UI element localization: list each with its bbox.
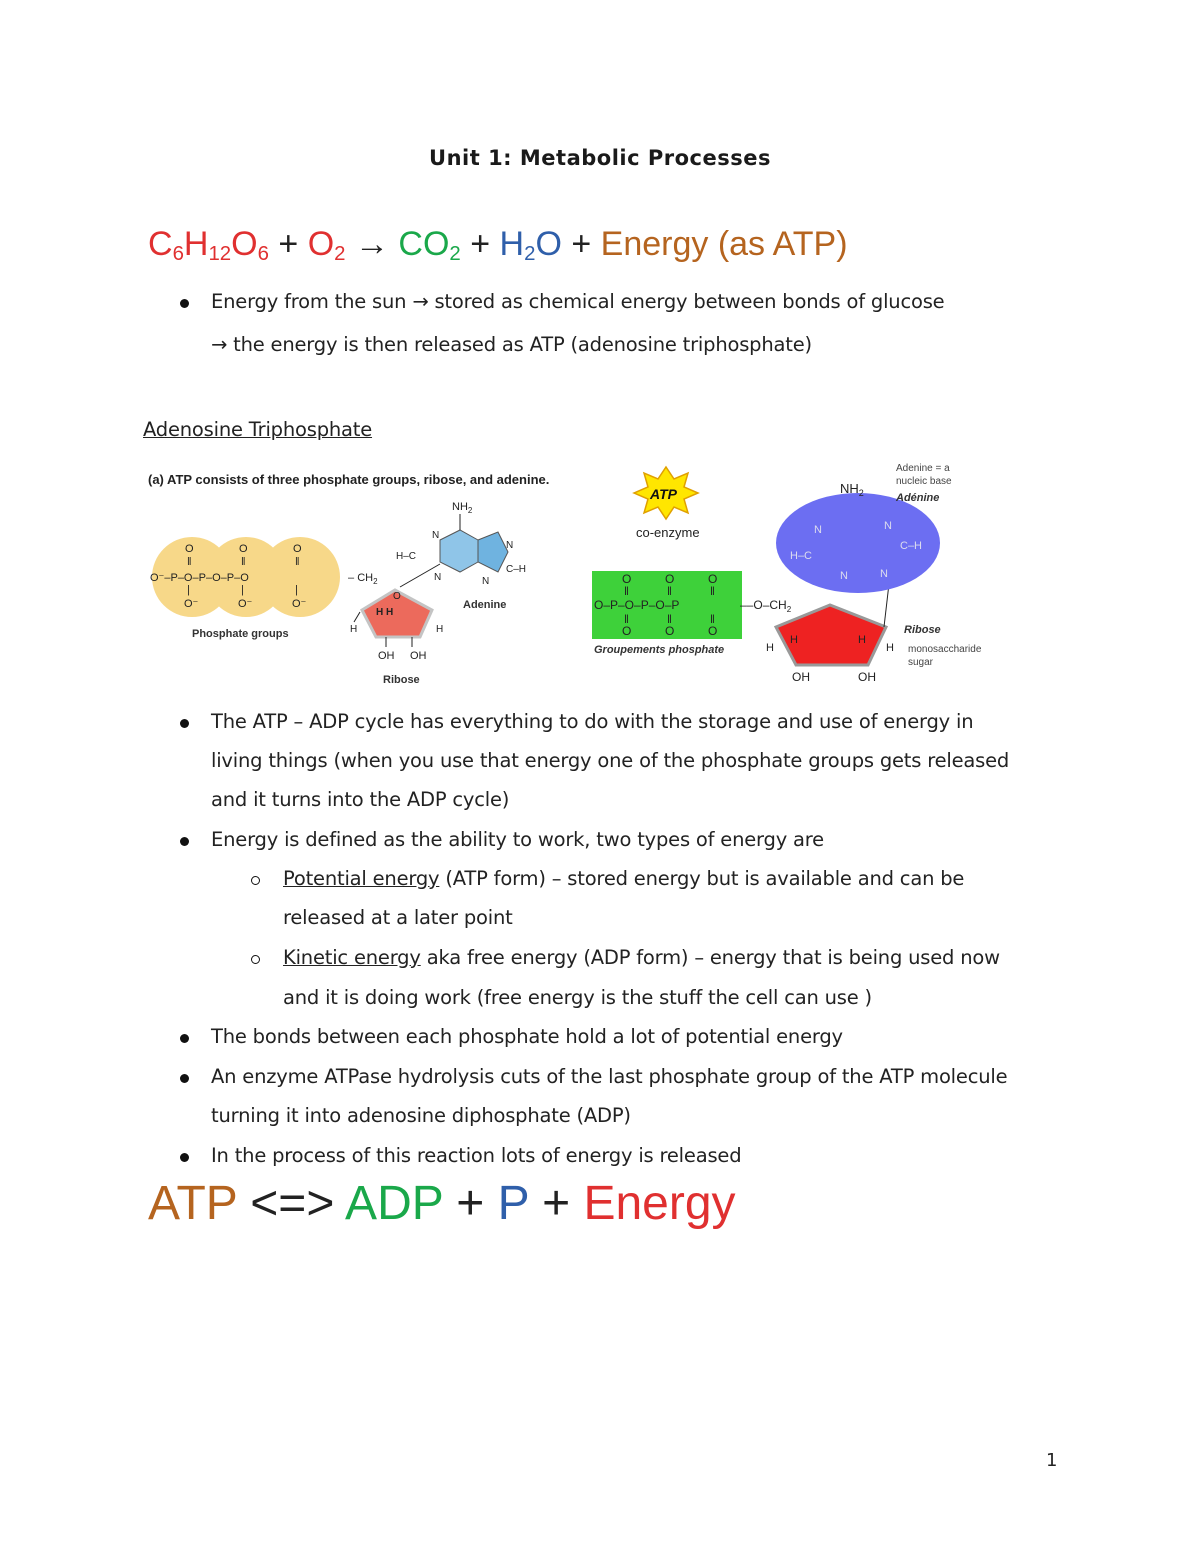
svg-text:nucleic base: nucleic base (896, 476, 952, 487)
bullet-text: Energy is defined as the ability to work, two types of energy are (211, 828, 824, 851)
svg-text:H H: H H (376, 607, 394, 618)
svg-text:O⁻–P–O–P–O–P–O: O⁻–P–O–P–O–P–O (150, 572, 249, 584)
phosphate-term: P (497, 1177, 529, 1230)
bullet-dot (180, 837, 189, 846)
atp-structure-diagram-left (140, 462, 610, 692)
svg-text:H–C: H–C (396, 551, 417, 562)
adenine-ring (440, 530, 478, 572)
svg-text:C–H: C–H (900, 540, 923, 552)
svg-text:O: O (665, 624, 675, 638)
ribose-label: Ribose (383, 674, 420, 686)
bullet-text: turning it into adenosine diphosphate (ADP) (211, 1104, 631, 1127)
svg-text:Adenine = a: Adenine = a (896, 463, 950, 474)
svg-text:NH2: $NH_2$ (840, 481, 864, 498)
bullet-text: In the process of this reaction lots of energy is released (211, 1144, 742, 1167)
section-heading: Adenosine Triphosphate (143, 418, 373, 441)
page-title: Unit 1: Metabolic Processes (429, 146, 771, 170)
plus-sign: + (278, 225, 299, 263)
svg-text:OH: OH (410, 650, 427, 662)
svg-text:O: O (239, 543, 248, 555)
bullet-dot (180, 1034, 189, 1043)
svg-text:sugar: sugar (908, 657, 934, 668)
svg-text:H–C: H–C (790, 550, 813, 562)
adp-term: ADP (345, 1177, 443, 1230)
svg-text:H: H (766, 642, 774, 654)
sub-bullet-circle (251, 955, 260, 964)
svg-text:O⁻: O⁻ (292, 598, 307, 610)
svg-text:– CH2: – $CH_2$ (348, 572, 378, 586)
svg-text:O: O (293, 543, 302, 555)
plus-sign: + (456, 1177, 485, 1230)
svg-text:‖: ‖ (187, 556, 192, 568)
bullet-text: The bonds between each phosphate hold a lot of potential energy (211, 1025, 843, 1048)
svg-text:ATP: ATP (650, 486, 677, 502)
svg-text:N: N (432, 530, 440, 541)
svg-text:N: N (814, 524, 822, 536)
svg-text:OH: OH (792, 670, 810, 684)
sub-bullet-text: and it is doing work (free energy is the stuff the cell can use ) (283, 986, 872, 1009)
svg-text:H: H (886, 642, 894, 654)
svg-text:––O–CH2: $--O-CH_2$ (740, 598, 792, 614)
energy-atp-text: Energy (as ATP) (600, 225, 848, 263)
svg-text:O: O (708, 572, 718, 586)
energy-term: Energy (583, 1177, 736, 1230)
svg-text:O: O (622, 572, 632, 586)
glucose-formula: $C_6H_{12}O_6$ (148, 225, 269, 266)
groupements-label: Groupements phosphate (594, 644, 725, 656)
coenzyme-label: co-enzyme (636, 525, 700, 540)
svg-text:‖: ‖ (624, 612, 629, 626)
svg-text:N: N (880, 568, 888, 580)
atp-term: ATP (148, 1177, 237, 1230)
bullet-dot (180, 719, 189, 728)
page-number: 1 (1046, 1450, 1058, 1471)
bullet-dot (180, 1153, 189, 1162)
bullet-text: The ATP – ADP cycle has everything to do with the storage and use of energy in (211, 710, 974, 733)
svg-text:|: | (295, 584, 298, 596)
svg-text:N: N (506, 540, 514, 551)
svg-text:|: | (241, 584, 244, 596)
sub-bullet-text: Kinetic energy aka free energy (ADP form) – energy that is being used now (283, 946, 1000, 969)
atp-adp-equation (148, 1176, 736, 1232)
bullet-text: → the energy is then released as ATP (adenosine triphosphate) (211, 333, 812, 356)
adenine-ring (478, 532, 508, 572)
plus-sign: + (571, 225, 592, 263)
adenine-label: Adenine (463, 599, 507, 611)
ribose-label: Ribose (904, 624, 941, 636)
svg-text:N: N (840, 570, 848, 582)
svg-text:N: N (482, 576, 490, 587)
equilibrium-arrow: <=> (250, 1177, 335, 1230)
figure-caption: (a) ATP consists of three phosphate groups, ribose, and adenine. (148, 472, 550, 487)
oxygen-formula: $O_2$ (307, 225, 346, 266)
svg-text:‖: ‖ (295, 556, 300, 568)
svg-text:N: N (884, 520, 892, 532)
svg-text:H: H (790, 634, 798, 646)
sub-bullet-text: Potential energy (ATP form) – stored energy but is available and can be (283, 867, 965, 890)
svg-text:monosaccharide: monosaccharide (908, 644, 982, 655)
phosphate-groups-label: Phosphate groups (192, 628, 289, 640)
svg-text:‖: ‖ (710, 612, 715, 626)
co2-formula: $CO_2$ (398, 225, 461, 266)
atp-structure-diagram-right (590, 455, 1010, 695)
svg-text:O: O (665, 572, 675, 586)
svg-text:O–P–O–P–O–P: O–P–O–P–O–P (594, 598, 680, 612)
svg-text:NH2: $NH_2$ (452, 501, 473, 515)
svg-text:C–H: C–H (506, 564, 527, 575)
sub-bullet-text: released at a later point (283, 906, 513, 929)
bullet-text: and it turns into the ADP cycle) (211, 788, 510, 811)
reaction-arrow: → (354, 225, 389, 263)
plus-sign: + (470, 225, 491, 263)
svg-text:O⁻: O⁻ (184, 598, 199, 610)
svg-text:OH: OH (378, 650, 395, 662)
svg-text:‖: ‖ (624, 584, 629, 598)
bullet-text: living things (when you use that energy one of the phosphate groups gets released (211, 749, 1010, 772)
svg-text:H: H (858, 634, 866, 646)
water-formula: $H_2O$ (499, 225, 562, 266)
bullet-text: Energy from the sun → stored as chemical energy between bonds of glucose (211, 290, 945, 313)
adenine-label: Adénine (896, 492, 940, 504)
svg-text:N: N (434, 572, 442, 583)
plus-sign: + (542, 1177, 571, 1230)
svg-text:‖: ‖ (667, 612, 672, 626)
svg-text:H: H (350, 624, 358, 635)
svg-text:‖: ‖ (667, 584, 672, 598)
bullet-dot (180, 1074, 189, 1083)
svg-text:O: O (393, 591, 401, 602)
svg-text:O: O (708, 624, 718, 638)
svg-text:O⁻: O⁻ (238, 598, 253, 610)
svg-text:H: H (436, 624, 444, 635)
sub-bullet-circle (251, 876, 260, 885)
svg-text:|: | (187, 584, 190, 596)
bullet-dot (180, 299, 189, 308)
svg-text:‖: ‖ (241, 556, 246, 568)
svg-text:OH: OH (858, 670, 876, 684)
svg-text:‖: ‖ (710, 584, 715, 598)
bullet-text: An enzyme ATPase hydrolysis cuts of the last phosphate group of the ATP molecule (211, 1065, 1008, 1088)
glucose-equation (148, 224, 848, 274)
svg-text:O: O (622, 624, 632, 638)
svg-text:O: O (185, 543, 194, 555)
